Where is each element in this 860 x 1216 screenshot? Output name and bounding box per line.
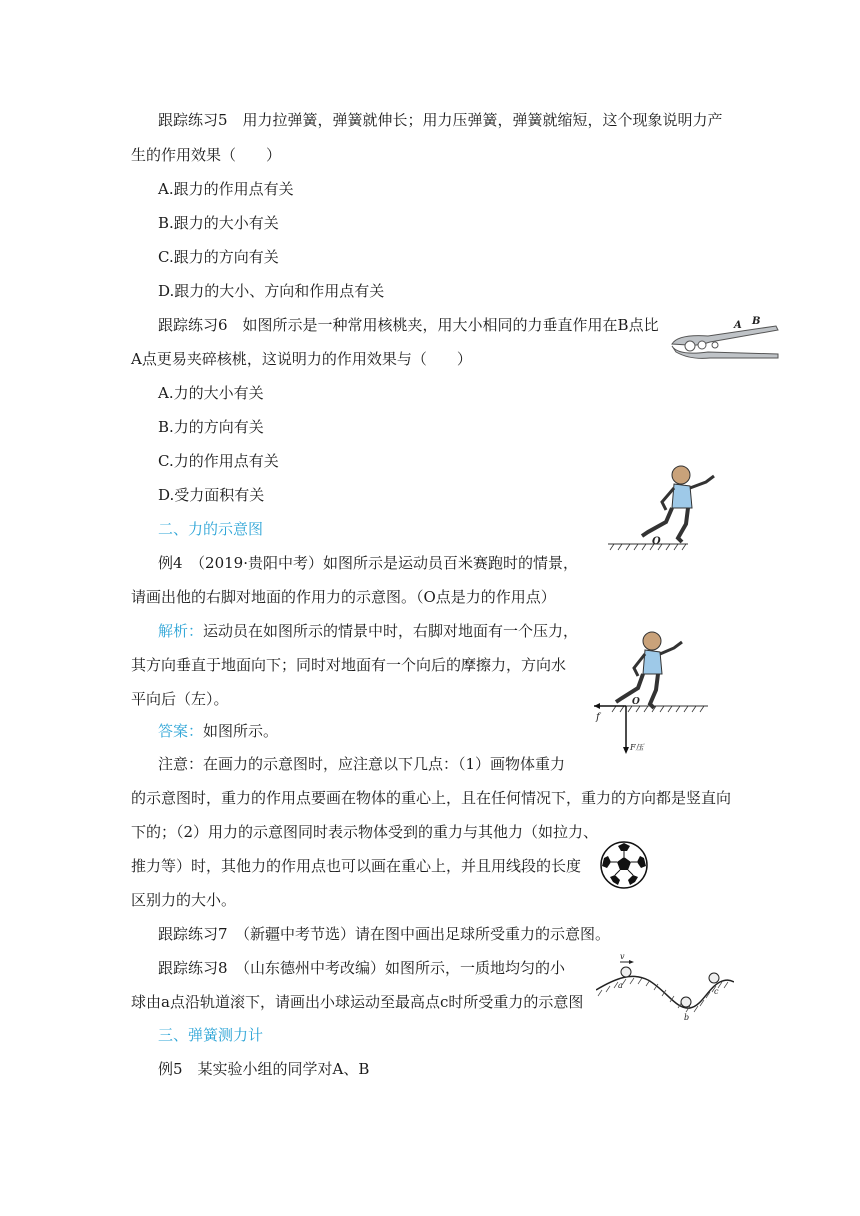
example5-line: 例5 某实验小组的同学对A、B bbox=[158, 1060, 370, 1078]
example4-line2: 请画出他的右脚对地面的作用力的示意图。（O点是力的作用点） bbox=[131, 588, 556, 606]
track-point-b-label: b bbox=[684, 1013, 690, 1022]
exercise5-line1: 跟踪练习5 用力拉弹簧，弹簧就伸长；用力压弹簧，弹簧就缩短，这个现象说明力产 bbox=[158, 111, 723, 129]
runner-force-figure bbox=[590, 628, 720, 758]
analysis-text1: 运动员在如图所示的情景中时，右脚对地面有一个压力， bbox=[203, 622, 579, 640]
nutcracker-figure bbox=[668, 312, 784, 362]
exercise6-option-c: C.力的作用点有关 bbox=[158, 452, 279, 470]
runner-point-o-label: O bbox=[652, 536, 661, 547]
runner-figure bbox=[608, 462, 720, 554]
section-title-spring-scale: 三、弹簧测力计 bbox=[158, 1026, 264, 1044]
exercise7-line: 跟踪练习7 （新疆中考节选）请在图中画出足球所受重力的示意图。 bbox=[158, 925, 611, 943]
exercise5-option-a: A.跟力的作用点有关 bbox=[158, 180, 294, 198]
exercise6-line1: 跟踪练习6 如图所示是一种常用核桃夹，用大小相同的力垂直作用在B点比 bbox=[158, 316, 659, 334]
soccer-ball-figure bbox=[599, 840, 649, 890]
exercise5-line2: 生的作用效果（ ） bbox=[131, 146, 282, 164]
exercise6-option-d: D.受力面积有关 bbox=[158, 486, 265, 504]
track-figure bbox=[596, 950, 734, 1022]
analysis-line3: 平向后（左）。 bbox=[131, 690, 229, 708]
analysis-label: 解析： bbox=[158, 622, 204, 640]
friction-label: f bbox=[596, 712, 600, 723]
exercise6-option-a: A.力的大小有关 bbox=[158, 384, 264, 402]
exercise8-line1: 跟踪练习8 （山东德州中考改编）如图所示，一质地均匀的小 bbox=[158, 959, 566, 977]
exercise5-option-d: D.跟力的大小、方向和作用点有关 bbox=[158, 282, 385, 300]
note-line3: 下的；（2）用力的示意图同时表示物体受到的重力与其他力（如拉力、 bbox=[131, 823, 599, 841]
section-title-force-diagram: 二、力的示意图 bbox=[158, 520, 264, 538]
track-velocity-label: v bbox=[620, 952, 625, 961]
example4-line1: 例4 （2019·贵阳中考）如图所示是运动员百米赛跑时的情景， bbox=[158, 554, 578, 572]
force-point-o-label: O bbox=[632, 697, 640, 707]
exercise6-line2: A点更易夹碎核桃，这说明力的作用效果与（ ） bbox=[131, 350, 472, 368]
answer-line bbox=[158, 721, 278, 741]
nutcracker-label-a: A bbox=[734, 320, 742, 331]
analysis-line2: 其方向垂直于地面向下；同时对地面有一个向后的摩擦力，方向水 bbox=[131, 656, 567, 674]
exercise8-line2: 球由a点沿轨道滚下，请画出小球运动至最高点c时所受重力的示意图 bbox=[131, 993, 584, 1011]
note-line4: 推力等）时，其他力的作用点也可以画在重心上，并且用线段的长度 bbox=[131, 857, 582, 875]
exercise5-option-b: B.跟力的大小有关 bbox=[158, 214, 279, 232]
note-line2: 的示意图时，重力的作用点要画在物体的重心上，且在任何情况下，重力的方向都是竖直向 bbox=[131, 789, 732, 807]
analysis-line1 bbox=[158, 621, 578, 641]
track-point-a-label: a bbox=[618, 981, 623, 990]
answer-label: 答案： bbox=[158, 722, 204, 740]
answer-text: 如图所示。 bbox=[203, 722, 279, 740]
note-line1: 注意：在画力的示意图时，应注意以下几点：（1）画物体重力 bbox=[158, 755, 566, 773]
exercise6-option-b: B.力的方向有关 bbox=[158, 418, 264, 436]
nutcracker-label-b: B bbox=[752, 316, 761, 327]
note-line5: 区别力的大小。 bbox=[131, 891, 237, 909]
exercise5-option-c: C.跟力的方向有关 bbox=[158, 248, 279, 266]
track-point-c-label: c bbox=[714, 987, 719, 996]
pressure-force-label: F压 bbox=[630, 743, 644, 752]
